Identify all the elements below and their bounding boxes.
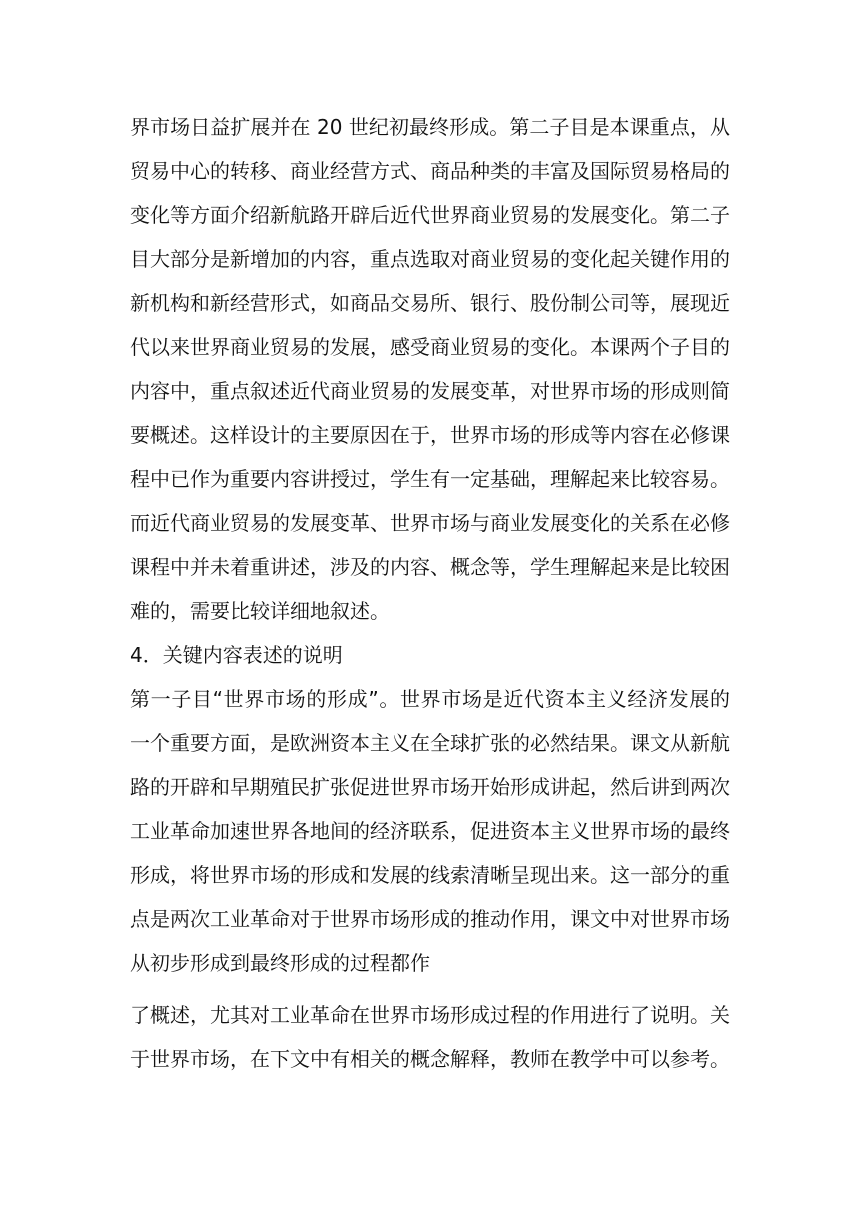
paragraph-line: 代以来世界商业贸易的发展，感受商业贸易的变化。本课两个子目的	[130, 335, 730, 359]
paragraph-line: 于世界市场，在下文中有相关的概念解释，教师在教学中可以参考。	[130, 1047, 730, 1071]
paragraph-line: 目大部分是新增加的内容，重点选取对商业贸易的变化起关键作用的	[130, 247, 730, 271]
paragraph-line: 贸易中心的转移、商业经营方式、商品种类的丰富及国际贸易格局的	[130, 159, 730, 183]
paragraph-line: 工业革命加速世界各地间的经济联系，促进资本主义世界市场的最终	[130, 819, 730, 843]
paragraph-line: 点是两次工业革命对于世界市场形成的推动作用，课文中对世界市场	[130, 907, 730, 931]
paragraph-line: 第一子目“世界市场的形成”。世界市场是近代资本主义经济发展的	[130, 687, 730, 711]
paragraph-line: 难的，需要比较详细地叙述。	[130, 599, 390, 623]
paragraph-line: 从初步形成到最终形成的过程都作	[130, 951, 430, 975]
paragraph-line: 变化等方面介绍新航路开辟后近代世界商业贸易的发展变化。第二子	[130, 203, 730, 227]
paragraph-line: 了概述，尤其对工业革命在世界市场形成过程的作用进行了说明。关	[130, 1003, 730, 1027]
paragraph-line: 路的开辟和早期殖民扩张促进世界市场开始形成讲起，然后讲到两次	[130, 775, 730, 799]
section-heading: 4．关键内容表述的说明	[130, 643, 343, 667]
paragraph-line: 内容中，重点叙述近代商业贸易的发展变革，对世界市场的形成则简	[130, 379, 730, 403]
paragraph-line: 而近代商业贸易的发展变革、世界市场与商业发展变化的关系在必修	[130, 511, 730, 535]
paragraph-line: 要概述。这样设计的主要原因在于，世界市场的形成等内容在必修课	[130, 423, 730, 447]
paragraph-line: 形成，将世界市场的形成和发展的线索清晰呈现出来。这一部分的重	[130, 863, 730, 887]
paragraph-line: 一个重要方面，是欧洲资本主义在全球扩张的必然结果。课文从新航	[130, 731, 730, 755]
paragraph-line: 界市场日益扩展并在 20 世纪初最终形成。第二子目是本课重点，从	[130, 115, 730, 139]
paragraph-line: 课程中并未着重讲述，涉及的内容、概念等，学生理解起来是比较困	[130, 555, 730, 579]
paragraph-line: 新机构和新经营形式，如商品交易所、银行、股份制公司等，展现近	[130, 291, 730, 315]
paragraph-line: 程中已作为重要内容讲授过，学生有一定基础，理解起来比较容易。	[130, 467, 730, 491]
